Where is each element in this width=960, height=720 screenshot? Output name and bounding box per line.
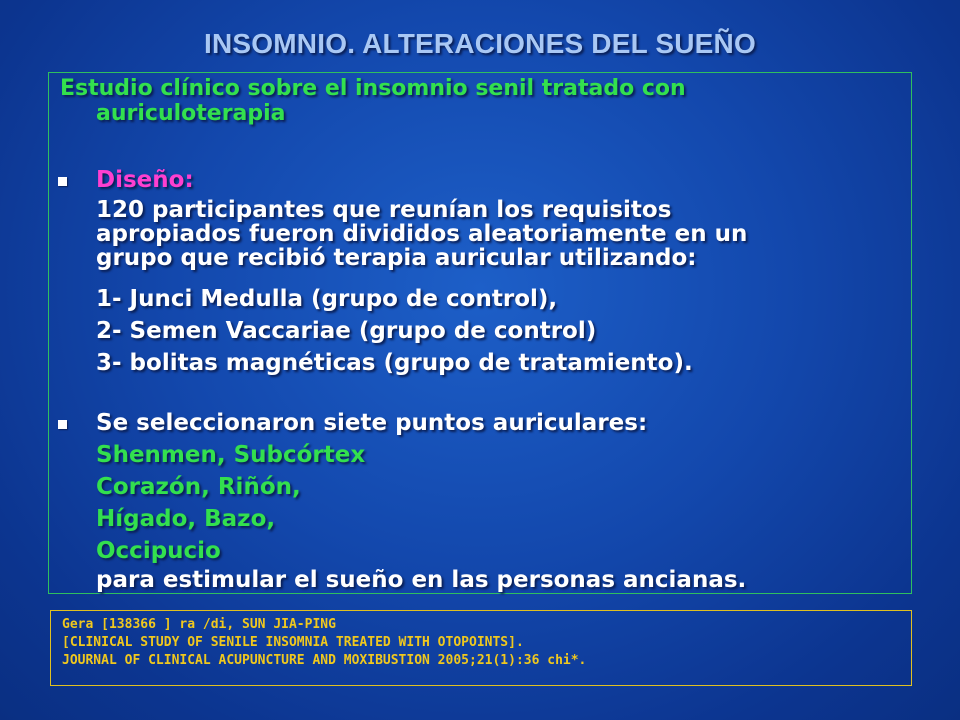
design-desc-line2: apropiados fueron divididos aleatoriamente en un	[96, 221, 748, 247]
list-item: 3- bolitas magnéticas (grupo de tratamiento).	[96, 350, 693, 376]
reference-line3: JOURNAL OF CLINICAL ACUPUNCTURE AND MOXIBUSTION 2005;21(1):36 chi*.	[62, 653, 587, 668]
design-heading: Diseño:	[96, 167, 194, 193]
points-list	[96, 439, 365, 567]
content-box	[48, 72, 912, 594]
bullet-icon	[58, 420, 67, 429]
bullet-icon	[58, 177, 67, 186]
design-desc-line3: grupo que recibió terapia auricular utilizando:	[96, 245, 697, 271]
list-item: 1- Junci Medulla (grupo de control),	[96, 286, 558, 312]
design-description	[96, 198, 747, 270]
list-item: Corazón, Riñón,	[96, 474, 301, 500]
list-item: Shenmen, Subcórtex	[96, 442, 366, 468]
reference-line2: [CLINICAL STUDY OF SENILE INSOMNIA TREATED WITH OTOPOINTS].	[62, 635, 524, 650]
list-item: 2- Semen Vaccariae (grupo de control)	[96, 318, 597, 344]
points-heading: Se seleccionaron siete puntos auriculares:	[96, 410, 648, 436]
study-title-line2: auriculoterapia	[96, 101, 286, 126]
reference-line1: Gera [138366 ] ra /di, SUN JIA-PING	[62, 617, 336, 632]
list-item: Occipucio	[96, 538, 221, 564]
design-list	[96, 283, 693, 379]
points-purpose: para estimular el sueño en las personas ancianas.	[96, 567, 747, 593]
reference-box	[50, 610, 912, 686]
study-title	[60, 76, 686, 126]
study-title-line1: Estudio clínico sobre el insomnio senil tratado con	[60, 76, 686, 101]
slide-title: INSOMNIO. ALTERACIONES DEL SUEÑO	[204, 28, 756, 59]
design-desc-line1: 120 participantes que reunían los requisitos	[96, 197, 672, 223]
list-item: Hígado, Bazo,	[96, 506, 276, 532]
